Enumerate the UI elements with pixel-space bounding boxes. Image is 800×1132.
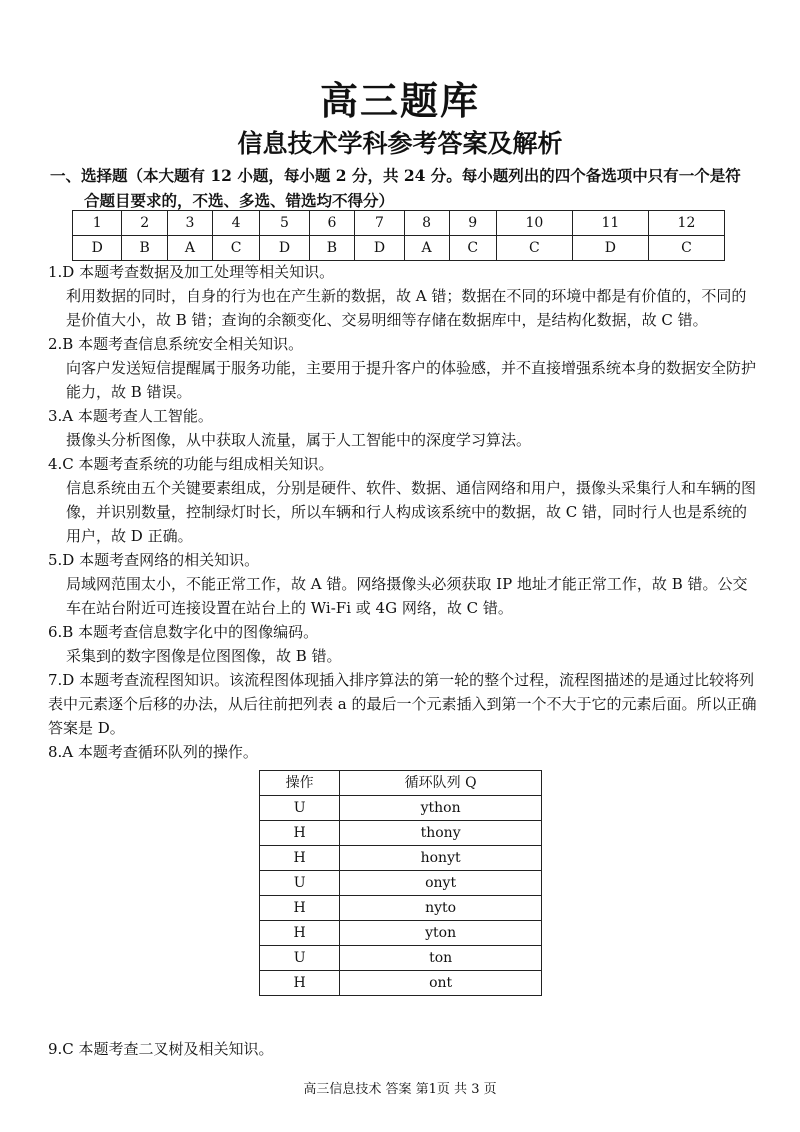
queue-operation: H [260,821,340,846]
queue-state: yton [340,921,542,946]
explanation-q7: 7.D 本题考查流程图知识。该流程图体现插入排序算法的第一轮的整个过程，流程图描述的是通过比较将列表中元素逐个后移的办法，从后往前把列表 a 的最后一个元素插入到第一个不大于它的元素后面。所以正确答案是 D。 [48,671,757,737]
question-number: 6 [309,211,355,236]
section-heading-line1: 一、选择题（本大题有 12 小题，每小题 2 分，共 24 分。每小题列出的四个备选项中只有一个是符 [50,166,741,185]
queue-table-row [260,821,542,846]
queue-operation: H [260,921,340,946]
queue-operation: U [260,796,340,821]
queue-table-row [260,946,542,971]
explanation-title: 6.B 本题考查信息数字化中的图像编码。 [48,623,319,641]
queue-table-row [260,896,542,921]
answer-cell: C [449,236,496,261]
section-heading-line2: 合题目要求的，不选、多选、错选均不得分） [84,191,395,210]
answer-cell: D [73,236,122,261]
queue-table [259,770,542,996]
explanation-title: 5.D 本题考查网络的相关知识。 [48,551,260,569]
explanation-title: 3.A 本题考查人工智能。 [48,407,213,425]
answer-cell: C [496,236,572,261]
queue-operation: H [260,896,340,921]
queue-operation: U [260,871,340,896]
queue-state: onyt [340,871,542,896]
explanation-item [48,260,760,332]
answer-table-number-row [73,211,725,236]
section-heading [50,163,770,213]
queue-table-header [260,771,542,796]
question-number: 9 [449,211,496,236]
question-number: 12 [648,211,724,236]
queue-header-operation: 操作 [260,771,340,796]
explanation-title: 1.D 本题考查数据及加工处理等相关知识。 [48,263,335,281]
queue-table-row [260,796,542,821]
explanation-title: 4.C 本题考查系统的功能与组成相关知识。 [48,455,334,473]
answer-cell: D [355,236,404,261]
page-subtitle: 信息技术学科参考答案及解析 [237,129,563,158]
queue-table-row [260,871,542,896]
queue-operation: H [260,971,340,996]
explanation-q8-title: 8.A 本题考查循环队列的操作。 [48,743,258,761]
explanation-body: 摄像头分析图像，从中获取人流量，属于人工智能中的深度学习算法。 [66,431,532,449]
answer-cell: A [404,236,449,261]
explanation-body: 采集到的数字图像是位图图像，故 B 错。 [66,647,342,665]
question-number: 2 [122,211,168,236]
queue-state: ton [340,946,542,971]
queue-table-row [260,846,542,871]
explanation-body: 向客户发送短信提醒属于服务功能，主要用于提升客户的体验感，并不直接增强系统本身的数据安全防护能力，故 B 错误。 [66,359,757,401]
queue-table-row [260,921,542,946]
answer-table [72,210,725,261]
answer-cell: D [260,236,309,261]
question-number: 7 [355,211,404,236]
explanation-body: 利用数据的同时，自身的行为也在产生新的数据，故 A 错；数据在不同的环境中都是有价值的，不同的是价值大小，故 B 错；查询的余额变化、交易明细等存储在数据库中，是结构化数据，故 C 错。 [66,287,747,329]
explanation-item [48,548,760,620]
answer-cell: B [309,236,355,261]
explanation-body: 信息系统由五个关键要素组成，分别是硬件、软件、数据、通信网络和用户，摄像头采集行人和车辆的图像，并识别数量，控制绿灯时长，所以车辆和行人构成该系统中的数据，故 C 错，同时行人也是系统的用户，故 D 正确。 [66,479,757,545]
queue-state: ont [340,971,542,996]
explanation-item [48,404,760,452]
question-number: 3 [168,211,213,236]
explanation-body: 局域网范围太小，不能正常工作，故 A 错。网络摄像头必须获取 IP 地址才能正常工作，故 B 错。公交车在站台附近可连接设置在站台上的 Wi-Fi 或 4G 网络，故 C 错。 [66,575,748,617]
explanation-q9: 9.C 本题考查二叉树及相关知识。 [48,1040,274,1058]
queue-header-queue: 循环队列 Q [340,771,542,796]
answer-cell: C [212,236,259,261]
queue-state: thony [340,821,542,846]
explanation-item [48,332,760,404]
question-number: 5 [260,211,309,236]
question-number: 1 [73,211,122,236]
page-title: 高三题库 [319,78,480,123]
queue-operation: U [260,946,340,971]
explanation-item [48,620,760,668]
answer-table-answer-row [73,236,725,261]
question-number: 4 [212,211,259,236]
question-number: 11 [572,211,648,236]
answer-cell: A [168,236,213,261]
explanation-item [48,452,760,548]
queue-state: nyto [340,896,542,921]
queue-table-row [260,971,542,996]
page-footer: 高三信息技术 答案 第1页 共 3 页 [303,1082,497,1097]
question-number: 10 [496,211,572,236]
answer-cell: D [572,236,648,261]
queue-state: ython [340,796,542,821]
queue-operation: H [260,846,340,871]
explanation-title: 2.B 本题考查信息系统安全相关知识。 [48,335,304,353]
question-number: 8 [404,211,449,236]
answer-cell: B [122,236,168,261]
explanations [48,260,760,996]
answer-cell: C [648,236,724,261]
queue-state: honyt [340,846,542,871]
